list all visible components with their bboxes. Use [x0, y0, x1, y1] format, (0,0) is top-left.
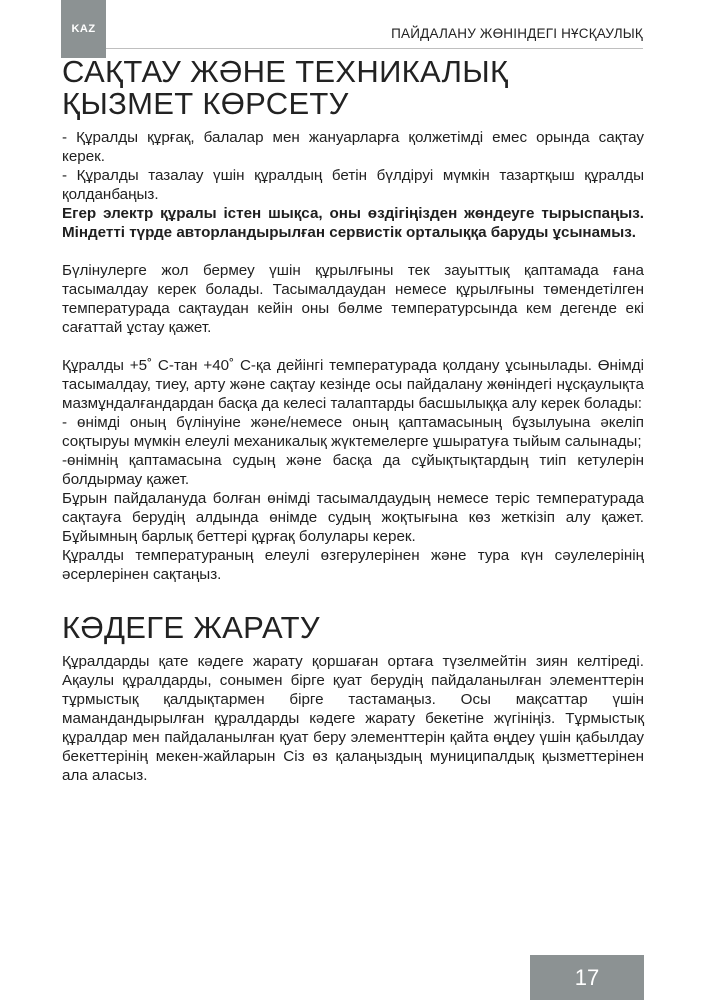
paragraph: Бүлінулерге жол бермеу үшін құрылғыны тек зауыттық қаптамада ғана тасымалдау керек болады. Тасымалдаудан немесе құрылғыны төмендетілген температурада сақтаудан кейін оны бөлме температурсында кем дегенде екі сағаттай ұстау қажет. [62, 262, 644, 336]
section-title-storage: САҚТАУ ЖӘНЕ ТЕХНИКАЛЫҚ ҚЫЗМЕТ КӨРСЕТУ [62, 54, 509, 121]
paragraph: Бұрын пайдалануда болған өнімді тасымалдаудың немесе теріс температурада сақтауға берудің алдында өнімде судың жоқтығына көз жеткізіп алу қажет. Бұйымның барлық беттері құрғақ болулары керек. [62, 490, 644, 545]
paragraph: - өнімді оның бүлінуіне және/немесе оның қаптамасының бұзылуына әкеліп соқтыруы мүмкін елеулі механикалық жүктемелерге ұшыратуға тыйым салынады; [62, 414, 644, 450]
section-title-disposal: КӘДЕГЕ ЖАРАТУ [62, 610, 320, 645]
paragraph: Құралды +5˚ С-тан +40˚ С-қа дейінгі температурада қолдану ұсынылады. Өнімді тасымалдау, тиеу, арту және сақтау кезінде осы пайдалану жөніндегі нұсқаулықта мазмұндалғандардан басқа да келесі талаптарды басшылыққа алу керек болады: [62, 357, 644, 412]
paragraph: - Құралды тазалау үшін құралдың бетін бүлдіруі мүмкін тазартқыш құралды қолданбаңыз. [62, 167, 644, 203]
page-number-box [530, 955, 644, 1000]
warning-paragraph: Егер электр құралы істен шықса, оны өздігіңізден жөндеуге тырыспаңыз. Міндетті түрде авторландырылған сервистік орталыққа баруды ұсынамыз. [62, 205, 644, 241]
page-content [62, 56, 644, 785]
paragraph: -өнімнің қаптамасына судың және басқа да сұйықтықтардың тиіп кетулерін болдырмау қажет. [62, 452, 644, 488]
page-number: 17 [574, 964, 600, 990]
language-code: KAZ [71, 23, 96, 35]
storage-instructions [62, 128, 644, 242]
paragraph: Құралды температураның елеулі өзгерулерінен және тура күн сәулелерінің әсерлерінен сақтаңыз. [62, 547, 644, 583]
transport-instructions [62, 356, 644, 584]
language-tab [61, 0, 106, 58]
paragraph: - Құралды құрғақ, балалар мен жануарларға қолжетімді емес орында сақтау керек. [62, 129, 644, 165]
paragraph: Құралдарды қате кәдеге жарату қоршаған ортаға түзелмейтін зиян келтіреді. Ақаулы құралдарды, сонымен бірге қуат берудің пайдаланылған элементтерін тұрмыстық қалдықтармен бірге тастамаңыз. Осы мақсаттар үшін мамандандырылған құралдарды кәдеге жарату бекетіне жүгініңіз. Тұрмыстық құралдар мен пайдаланылған қуат беру элементтерін қайта өңдеу үшін қабылдау бекеттерінің мекен-жайларын Сіз өз қалаңыздың муниципалдық қызметтерінен ала аласыз. [62, 653, 644, 784]
running-header-title: ПАЙДАЛАНУ ЖӨНІНДЕГІ НҰСҚАУЛЫҚ [391, 26, 643, 41]
header-divider [106, 48, 643, 49]
